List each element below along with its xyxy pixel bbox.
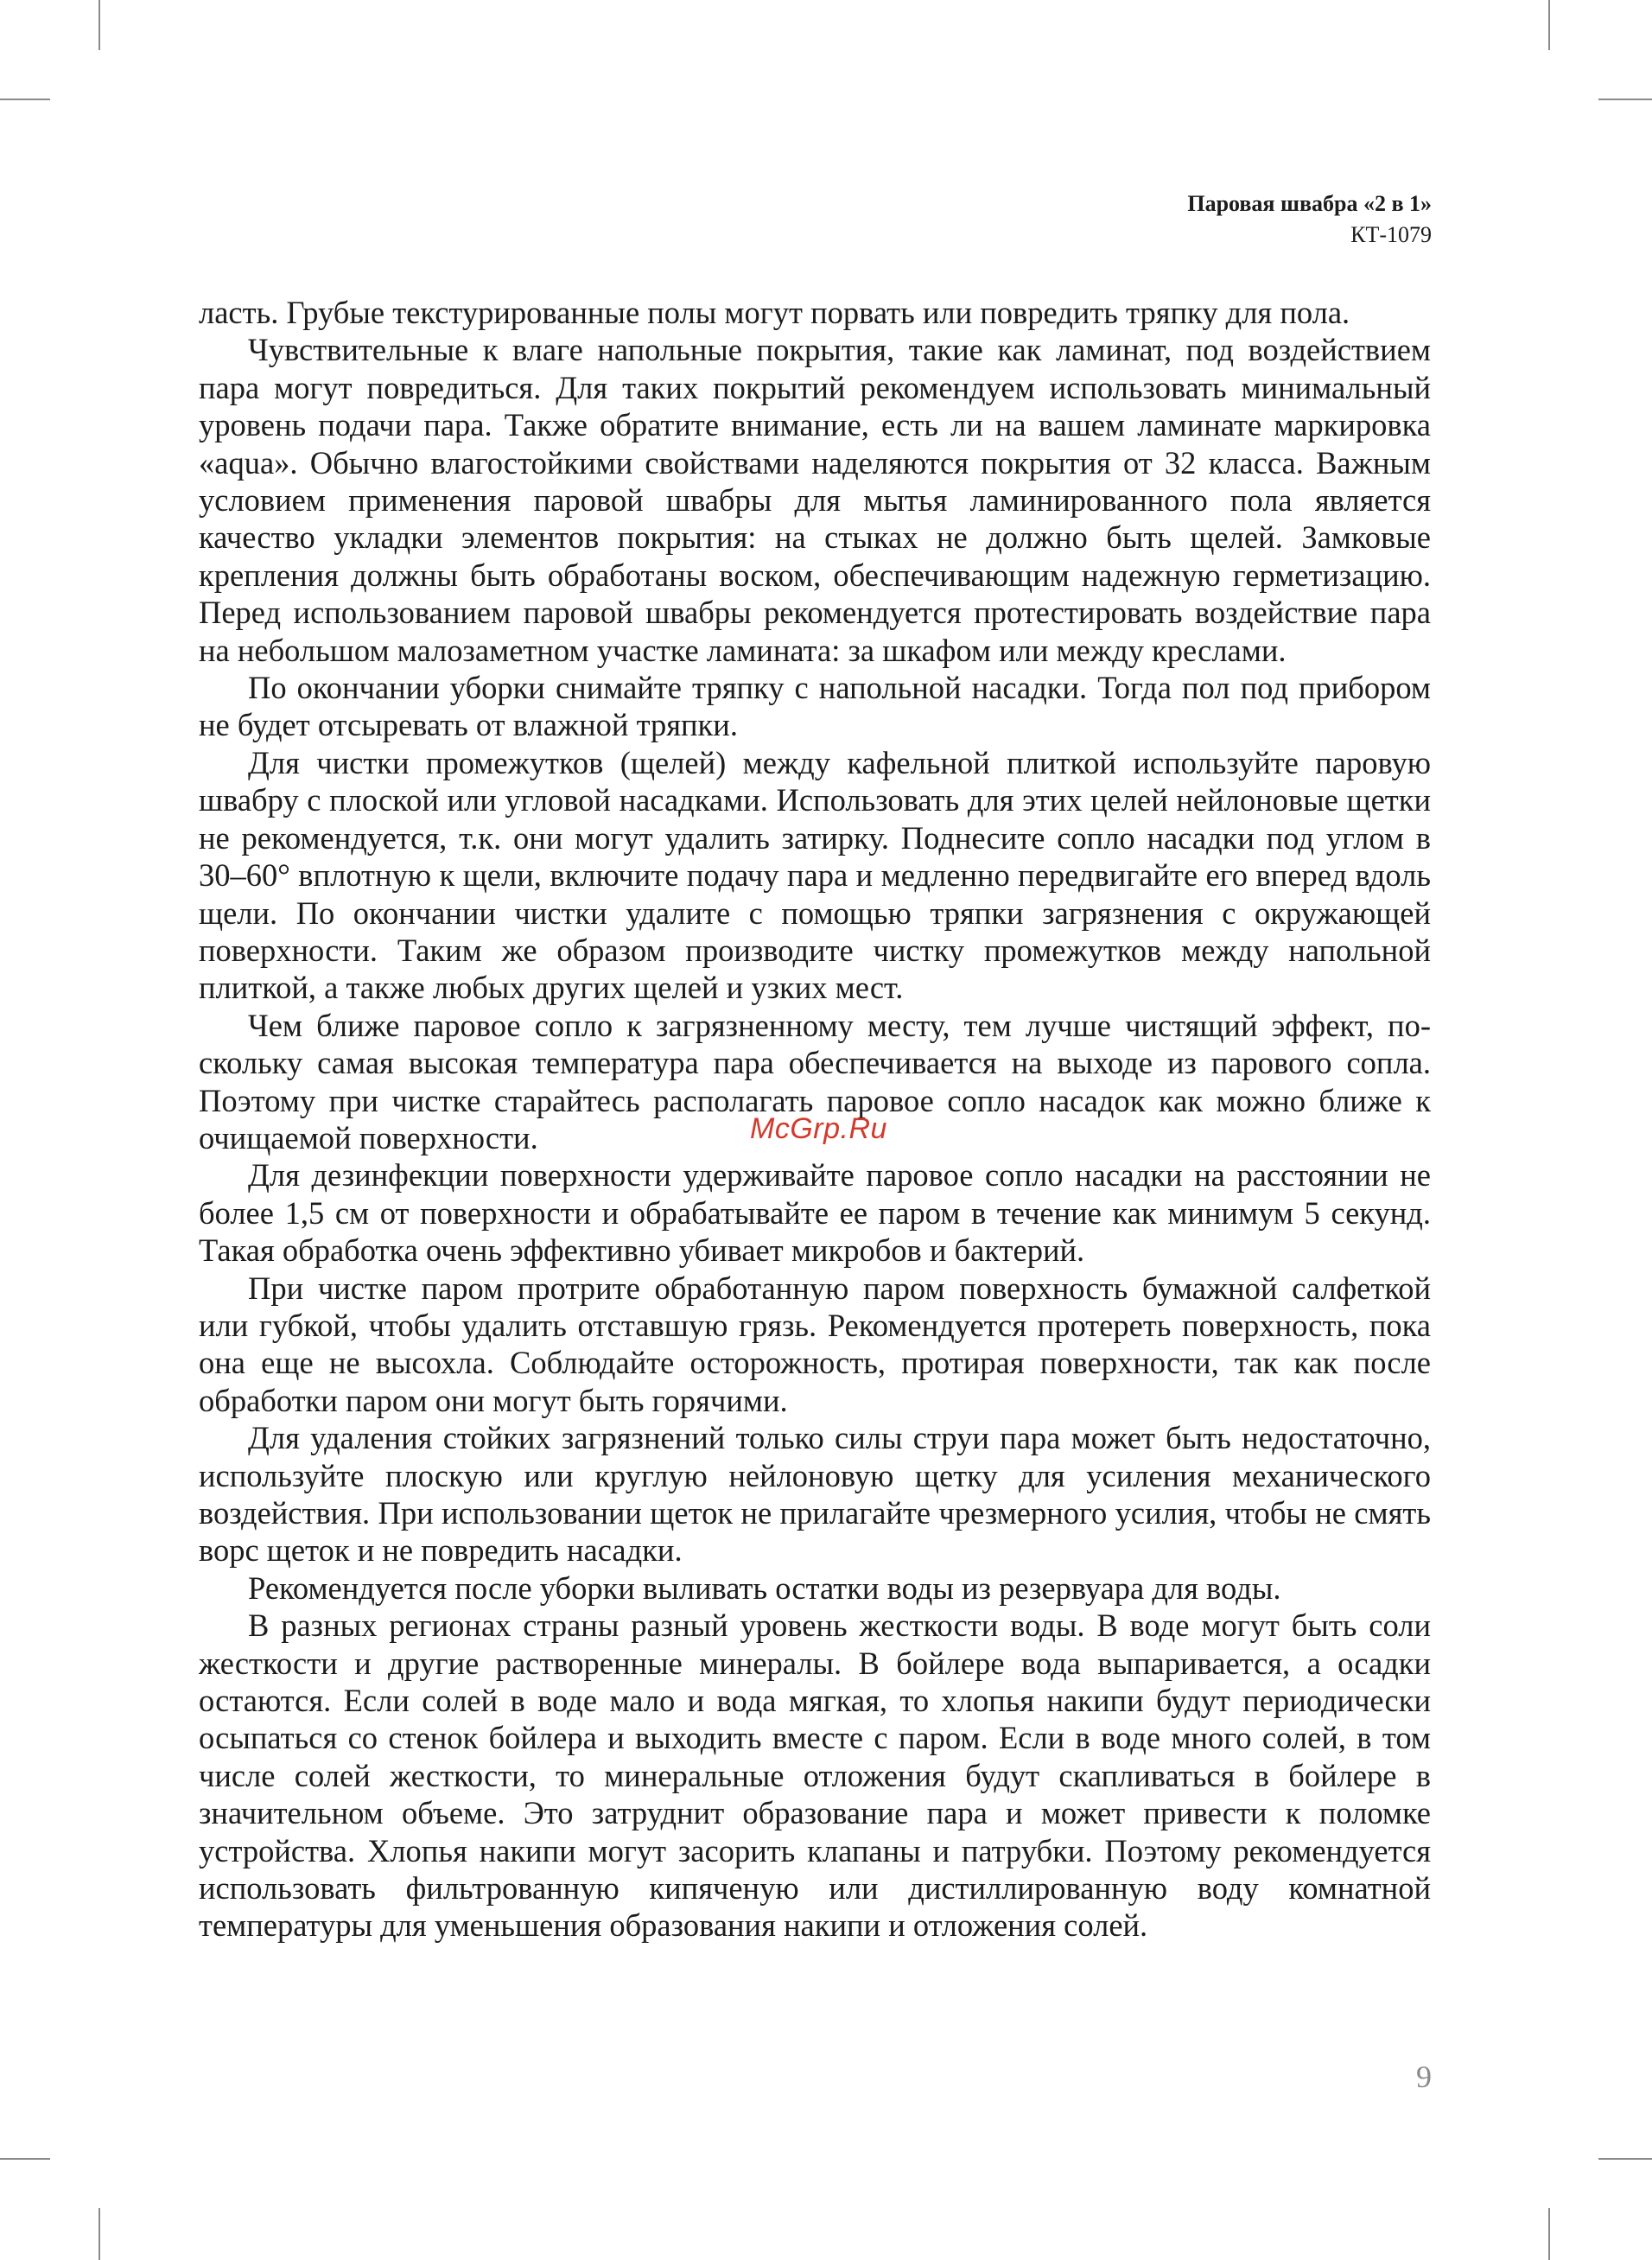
paragraph: Чувствительные к влаге напольные покрытия, такие как ламинат, под воздействием пара могут повредиться. Для таких покрытий рекомендуем использовать минимальный уровень подачи пара. Также обратите внимание, есть ли на вашем ламинате маркировка «aqua». Обычно влагостойкими свойствами наделяются покрытия от 32 класса. Важным условием применения паровой швабры для мытья ламинированного пола является качество укладки элементов покрытия: на стыках не должно быть щелей. Замковые крепления должны быть обработаны воском, обеспечивающим надежную герметизацию. Перед использованием паровой швабры рекомендуется протестировать воздействие пара на небольшом малозаметном участке ламината: за шкафом или между креслами. (199, 332, 1431, 668)
crop-mark-bottom-left-vertical (98, 2208, 100, 2260)
crop-mark-bottom-right-horizontal (1598, 2158, 1652, 2160)
paragraph: Для удаления стойких загрязнений только силы струи пара может быть недостаточно, используйте плоскую или круглую нейлоновую щетку для усиления механического воздействия. При использовании щеток не прилагайте чрезмерного усилия, чтобы не смять ворс щеток и не повредить насадки. (199, 1420, 1431, 1569)
crop-mark-top-right-vertical (1548, 0, 1550, 50)
page-number: 9 (1416, 2059, 1432, 2094)
paragraph: В разных регионах страны разный уровень жесткости воды. В воде могут быть соли жесткости и другие растворенные минералы. В бойлере вода выпаривается, а осадки остаются. Если солей в воде мало и вода мягкая, то хлопья накипи будут периодически осыпаться со стенок бойлера и выходить вместе с паром. Если в воде много солей, в том числе солей жесткости, то минеральные отложения будут скапливаться в бойлере в значительном объеме. Это затруднит образование пара и может привести к поломке устройства. Хлопья накипи могут засорить клапаны и патрубки. Поэтому рекомендуется использовать фильтрованную кипяченую или дистиллированную воду комнатной температуры для уменьшения образования накипи и отложения солей. (199, 1607, 1431, 1944)
crop-mark-top-right-horizontal (1598, 99, 1652, 100)
crop-mark-bottom-left-horizontal (0, 2158, 50, 2160)
paragraph: Чем ближе паровое сопло к загрязненному месту, тем лучше чистящий эффект, поскольку самая высокая температура пара обеспечивается на выходе из парового сопла. Поэтому при чистке старайтесь располагать паровое сопло насадок как можно ближе к очищаемой поверхности. (199, 1007, 1431, 1155)
paragraph: При чистке паром протрите обработанную паром поверхность бумажной салфеткой или губкой, чтобы удалить отставшую грязь. Рекомендуется протереть поверхность, пока она еще не высохла. Соблюдайте осторожность, протирая поверхности, так как после обработки паром они могут быть горячими. (199, 1270, 1431, 1418)
paragraph: ласть. Грубые текстурированные полы могут порвать или повредить тряпку для пола. (199, 295, 1350, 330)
watermark: McGrp.Ru (750, 1112, 887, 1145)
product-title: Паровая швабра «2 в 1» (1187, 191, 1432, 216)
crop-mark-top-left-vertical (98, 0, 100, 50)
paragraph: По окончании уборки снимайте тряпку с напольной насадки. Тогда пол под прибором не будет отсыревать от влажной тряпки. (199, 670, 1431, 743)
product-model: КТ-1079 (1350, 222, 1432, 247)
paragraph: Для чистки промежутков (щелей) между кафельной плиткой используйте паровую швабру с плоской или угловой насадками. Использовать для этих целей нейлоновые щетки не рекомендуется, т.к. они могут удалить затирку. Поднесите сопло насадки под углом в 30–60° вплотную к щели, включите подачу пара и медленно передвигайте его вперед вдоль щели. По окончании чистки удалите с помощью тряпки загрязнения с окружающей поверхности. Таким же образом производите чистку промежутков между напольной плиткой, а также любых других щелей и узких мест. (199, 744, 1431, 1006)
paragraph: Для дезинфекции поверхности удерживайте паровое сопло насадки на расстоянии не более 1,5 см от поверхности и обрабатывайте ее паром в течение как минимум 5 секунд. Такая обработка очень эффективно убивает микробов и бактерий. (199, 1157, 1431, 1269)
running-header (1187, 188, 1432, 251)
crop-mark-top-left-horizontal (0, 99, 50, 100)
paragraph: Рекомендуется после уборки выливать остатки воды из резервуара для воды. (248, 1569, 1281, 1606)
crop-mark-bottom-right-vertical (1548, 2208, 1550, 2260)
